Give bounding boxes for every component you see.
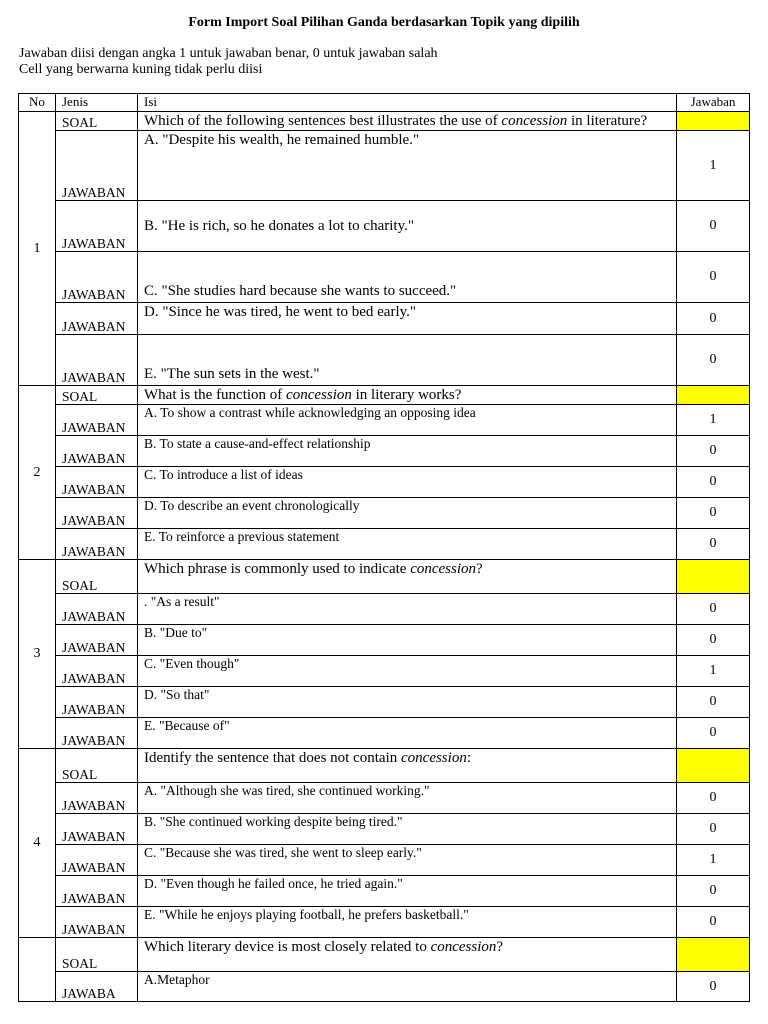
answer-value-cell[interactable]: 0	[677, 498, 750, 529]
jenis-cell[interactable]	[56, 814, 138, 845]
jenis-cell[interactable]	[56, 625, 138, 656]
jenis-cell[interactable]	[56, 201, 138, 252]
answer-option-text: E. "While he enjoys playing football, he prefers basketball."	[144, 907, 469, 922]
answer-option-cell[interactable]	[138, 252, 677, 303]
answer-option-text: C. "Even though"	[144, 656, 240, 671]
jenis-cell[interactable]	[56, 467, 138, 498]
jenis-label: JAWABAN	[62, 702, 126, 717]
question-number-cell[interactable]: 4	[19, 749, 56, 938]
answer-row	[19, 845, 750, 876]
question-text-cell[interactable]	[138, 749, 677, 783]
answer-row	[19, 498, 750, 529]
answer-option-text: D. "Since he was tired, he went to bed early."	[144, 304, 417, 320]
header-jenis: Jenis	[56, 94, 138, 112]
jenis-label: JAWABAN	[62, 287, 126, 302]
answer-option-text: A. "Although she was tired, she continued working."	[144, 783, 430, 798]
answer-option-cell[interactable]	[138, 718, 677, 749]
table-header-row	[19, 94, 750, 112]
answer-row	[19, 625, 750, 656]
answer-option-cell[interactable]	[138, 201, 677, 252]
question-number-cell[interactable]: 1	[19, 112, 56, 386]
answer-value-cell[interactable]: 0	[677, 907, 750, 938]
jenis-cell[interactable]	[56, 436, 138, 467]
instruction-note: Cell yang berwarna kuning tidak perlu diisi	[19, 62, 263, 77]
answer-option-text: B. "She continued working despite being tired."	[144, 814, 403, 829]
answer-option-text: C. To introduce a list of ideas	[144, 467, 303, 482]
answer-option-text: A. To show a contrast while acknowledging an opposing idea	[144, 405, 476, 420]
jenis-cell[interactable]	[56, 938, 138, 972]
answer-option-cell[interactable]	[138, 335, 677, 386]
jenis-cell[interactable]	[56, 303, 138, 335]
answer-option-text: D. "Even though he failed once, he tried again."	[144, 876, 403, 891]
question-row	[19, 386, 750, 405]
answer-value-cell[interactable]: 1	[677, 656, 750, 687]
answer-option-cell[interactable]	[138, 529, 677, 560]
answer-row	[19, 907, 750, 938]
question-text: Which literary device is most closely related to concession?	[144, 939, 504, 955]
answer-value-cell[interactable]: 0	[677, 972, 750, 1002]
answer-row	[19, 718, 750, 749]
question-table	[18, 93, 750, 1002]
answer-value-cell[interactable]: 0	[677, 529, 750, 560]
question-number-cell[interactable]	[19, 938, 56, 1002]
answer-value-cell[interactable]: 0	[677, 783, 750, 814]
answer-option-cell[interactable]	[138, 814, 677, 845]
jenis-cell[interactable]	[56, 405, 138, 436]
jenis-cell[interactable]	[56, 560, 138, 594]
answer-value-cell[interactable]: 1	[677, 131, 750, 201]
question-row	[19, 560, 750, 594]
question-number-cell[interactable]: 2	[19, 386, 56, 560]
question-text-cell[interactable]	[138, 560, 677, 594]
jenis-cell[interactable]	[56, 112, 138, 131]
answer-option-text: B. "Due to"	[144, 625, 208, 640]
answer-row	[19, 656, 750, 687]
answer-row	[19, 201, 750, 252]
jenis-cell[interactable]	[56, 498, 138, 529]
answer-option-text: B. To state a cause-and-effect relationship	[144, 436, 371, 451]
answer-row	[19, 594, 750, 625]
question-row	[19, 749, 750, 783]
jenis-label: JAWABAN	[62, 829, 126, 844]
answer-value-cell[interactable]: 1	[677, 845, 750, 876]
answer-option-text: D. To describe an event chronologically	[144, 498, 360, 513]
answer-value-cell[interactable]: 0	[677, 625, 750, 656]
header-isi: Isi	[138, 94, 677, 112]
jenis-label: JAWABAN	[62, 640, 126, 655]
jenis-label: JAWABAN	[62, 451, 126, 466]
jenis-cell[interactable]	[56, 783, 138, 814]
question-row	[19, 938, 750, 972]
jenis-cell[interactable]	[56, 749, 138, 783]
answer-row	[19, 252, 750, 303]
jenis-label: JAWABA	[62, 986, 116, 1001]
question-text-cell[interactable]	[138, 938, 677, 972]
jenis-label: JAWABAN	[62, 236, 126, 251]
question-text: Identify the sentence that does not contain concession:	[144, 750, 471, 766]
answer-option-cell[interactable]	[138, 907, 677, 938]
jenis-label: JAWABAN	[62, 891, 126, 906]
answer-option-cell[interactable]	[138, 783, 677, 814]
answer-value-cell[interactable]: 0	[677, 718, 750, 749]
jenis-label: SOAL	[62, 767, 98, 782]
header-no: No	[19, 94, 56, 112]
answer-option-cell[interactable]	[138, 467, 677, 498]
answer-option-cell[interactable]	[138, 436, 677, 467]
question-text: What is the function of concession in literary works?	[144, 387, 462, 403]
question-text: Which of the following sentences best illustrates the use of concession in literature?	[144, 113, 648, 129]
jenis-cell[interactable]	[56, 529, 138, 560]
jenis-cell[interactable]	[56, 972, 138, 1002]
answer-row	[19, 131, 750, 201]
jenis-label: JAWABAN	[62, 319, 126, 334]
answer-value-cell[interactable]: 0	[677, 814, 750, 845]
answer-option-text: A. "Despite his wealth, he remained humble."	[144, 132, 420, 148]
answer-cell-highlighted[interactable]	[677, 938, 750, 972]
answer-option-cell[interactable]	[138, 405, 677, 436]
jenis-label: JAWABAN	[62, 544, 126, 559]
jenis-label: SOAL	[62, 115, 98, 130]
jenis-label: SOAL	[62, 578, 98, 593]
answer-option-cell[interactable]	[138, 498, 677, 529]
jenis-cell[interactable]	[56, 876, 138, 907]
answer-option-cell[interactable]	[138, 687, 677, 718]
jenis-cell[interactable]	[56, 252, 138, 303]
answer-option-cell[interactable]	[138, 131, 677, 201]
jenis-label: JAWABAN	[62, 185, 126, 200]
question-text: Which phrase is commonly used to indicate concession?	[144, 561, 483, 577]
page-title: Form Import Soal Pilihan Ganda berdasarkan Topik yang dipilih	[188, 15, 580, 30]
answer-option-cell[interactable]	[138, 845, 677, 876]
answer-option-text: D. "So that"	[144, 687, 210, 702]
jenis-label: JAWABAN	[62, 798, 126, 813]
answer-value-cell[interactable]: 0	[677, 252, 750, 303]
jenis-label: JAWABAN	[62, 922, 126, 937]
answer-value-cell[interactable]: 0	[677, 594, 750, 625]
jenis-label: JAWABAN	[62, 370, 126, 385]
answer-option-cell[interactable]	[138, 656, 677, 687]
jenis-label: JAWABAN	[62, 482, 126, 497]
jenis-label: JAWABAN	[62, 860, 126, 875]
answer-row	[19, 529, 750, 560]
answer-cell-highlighted[interactable]	[677, 386, 750, 405]
answer-option-cell[interactable]	[138, 972, 677, 1002]
jenis-label: JAWABAN	[62, 671, 126, 686]
answer-cell-highlighted[interactable]	[677, 560, 750, 594]
answer-cell-highlighted[interactable]	[677, 112, 750, 131]
answer-value-cell[interactable]: 0	[677, 687, 750, 718]
answer-value-cell[interactable]: 0	[677, 876, 750, 907]
answer-value-cell[interactable]: 0	[677, 436, 750, 467]
answer-row	[19, 303, 750, 335]
question-row	[19, 112, 750, 131]
answer-row	[19, 405, 750, 436]
answer-option-cell[interactable]	[138, 594, 677, 625]
jenis-cell[interactable]	[56, 594, 138, 625]
jenis-cell[interactable]	[56, 131, 138, 201]
answer-row	[19, 814, 750, 845]
header-jawaban: Jawaban	[677, 94, 750, 112]
table-body	[19, 112, 750, 1002]
answer-row	[19, 467, 750, 498]
answer-option-text: E. To reinforce a previous statement	[144, 529, 340, 544]
answer-row	[19, 436, 750, 467]
answer-row	[19, 876, 750, 907]
answer-value-cell[interactable]: 0	[677, 303, 750, 335]
answer-option-text: A.Metaphor	[144, 972, 210, 987]
jenis-label: JAWABAN	[62, 609, 126, 624]
answer-option-cell[interactable]	[138, 303, 677, 335]
answer-option-text: B. "He is rich, so he donates a lot to charity."	[144, 218, 414, 234]
jenis-cell[interactable]	[56, 687, 138, 718]
jenis-cell[interactable]	[56, 335, 138, 386]
question-text-cell[interactable]	[138, 112, 677, 131]
question-number-cell[interactable]: 3	[19, 560, 56, 749]
instruction-note: Jawaban diisi dengan angka 1 untuk jawaban benar, 0 untuk jawaban salah	[19, 46, 438, 61]
answer-option-text: C. "Because she was tired, she went to sleep early."	[144, 845, 422, 860]
answer-row	[19, 783, 750, 814]
answer-cell-highlighted[interactable]	[677, 749, 750, 783]
jenis-cell[interactable]	[56, 656, 138, 687]
answer-value-cell[interactable]: 0	[677, 201, 750, 252]
jenis-label: JAWABAN	[62, 513, 126, 528]
answer-row	[19, 335, 750, 386]
jenis-label: JAWABAN	[62, 733, 126, 748]
jenis-cell[interactable]	[56, 386, 138, 405]
jenis-label: SOAL	[62, 956, 98, 971]
jenis-cell[interactable]	[56, 718, 138, 749]
answer-option-cell[interactable]	[138, 876, 677, 907]
answer-row	[19, 687, 750, 718]
answer-option-text: E. "The sun sets in the west."	[144, 366, 320, 382]
answer-row	[19, 972, 750, 1002]
answer-option-cell[interactable]	[138, 625, 677, 656]
answer-option-text: C. "She studies hard because she wants to succeed."	[144, 283, 457, 299]
answer-value-cell[interactable]: 0	[677, 335, 750, 386]
jenis-cell[interactable]	[56, 907, 138, 938]
jenis-cell[interactable]	[56, 845, 138, 876]
answer-option-text: E. "Because of"	[144, 718, 230, 733]
answer-value-cell[interactable]: 1	[677, 405, 750, 436]
answer-value-cell[interactable]: 0	[677, 467, 750, 498]
answer-option-text: . "As a result"	[144, 594, 220, 609]
jenis-label: JAWABAN	[62, 420, 126, 435]
question-text-cell[interactable]	[138, 386, 677, 405]
jenis-label: SOAL	[62, 389, 98, 404]
